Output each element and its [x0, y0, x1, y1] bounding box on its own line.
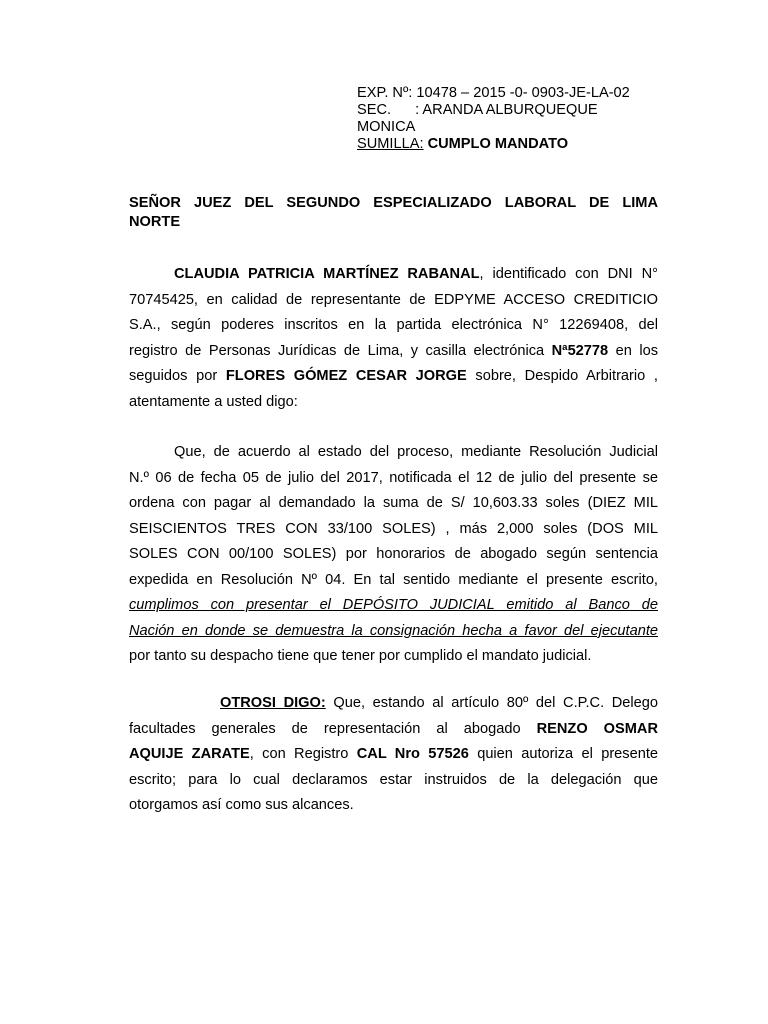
para3-line-4: escrito; para lo cual declaramos estar instruidos de la delegación que	[129, 771, 658, 788]
lawyer-name-last: AQUIJE ZARATE	[129, 746, 250, 762]
para2-line-1: Que, de acuerdo al estado del proceso, mediante Resolución Judicial	[174, 444, 658, 460]
para1-line-3: S.A., según poderes inscritos en la partida electrónica N° 12269408, del	[129, 317, 658, 333]
para3-line-1	[129, 691, 658, 717]
para1-line-4-text: registro de Personas Jurídicas de Lima, y casilla electrónica	[129, 342, 552, 359]
plaintiff-name: FLORES GÓMEZ CESAR JORGE	[225, 368, 467, 384]
para2-line-4: SEISCIENTOS TRES CON 33/100 SOLES) , más 2,000 soles (DOS MIL	[129, 520, 658, 537]
para2-line-6: expedida en Resolución Nº 04. En tal sentido mediante el presente escrito,	[129, 571, 658, 588]
para2-line-9: por tanto su despacho tiene que tener por cumplido el mandato judicial.	[129, 648, 592, 664]
para1-line-1	[129, 262, 658, 288]
paragraph-main	[129, 440, 658, 670]
addressee-line-2: NORTE	[129, 214, 181, 230]
paragraph-otrosi	[129, 691, 658, 819]
para1-line-5-tail: sobre, Despido Arbitrario ,	[466, 368, 658, 384]
para2-line-5: SOLES CON 00/100 SOLES) por honorarios de abogado según sentencia	[129, 546, 658, 562]
sumilla-label: SUMILLA:	[357, 136, 424, 152]
para1-line-1-text: , identificado con DNI N°	[479, 266, 658, 282]
party-name: CLAUDIA PATRICIA MARTÍNEZ RABANAL	[174, 266, 480, 282]
sumilla-value: CUMPLO MANDATO	[423, 136, 569, 152]
otrosi-label: OTROSI DIGO:	[220, 695, 326, 711]
secretary-value-cont: MONICA	[357, 119, 416, 135]
para3-line-3-text: , con Registro	[249, 746, 357, 762]
para1-line-5	[129, 364, 658, 390]
addressee	[129, 194, 658, 232]
lawyer-name-first: RENZO OSMAR	[536, 720, 658, 737]
case-header	[357, 85, 659, 153]
para3-line-3-tail: quien autoriza el presente	[468, 746, 658, 762]
sumilla-row	[357, 136, 659, 153]
para3-line-3	[129, 742, 658, 768]
paragraph-introduction	[129, 262, 658, 415]
para3-line-5: otorgamos así como sus alcances.	[129, 797, 354, 813]
para2-line-2: N.º 06 de fecha 05 de julio del 2017, notificada el 12 de julio del presente se	[129, 469, 658, 486]
case-number: EXP. Nº: 10478 – 2015 -0- 0903-JE-LA-02	[357, 85, 630, 101]
para2-line-8: Nación en donde se demuestra la consignación hecha a favor del ejecutante	[129, 622, 658, 639]
para3-line-1-text: Que, estando al artículo 80º del C.P.C. Delego	[325, 695, 659, 711]
para1-line-5-text: seguidos por	[129, 368, 226, 384]
secretary-label: SEC.	[357, 102, 392, 118]
para3-line-2-text: facultades generales de representación al abogado	[129, 720, 537, 737]
para1-line-4-tail: en los	[608, 342, 659, 359]
para3-line-2	[129, 717, 658, 743]
para1-line-6: atentamente a usted digo:	[129, 393, 298, 410]
para2-line-7: cumplimos con presentar el DEPÓSITO JUDICIAL emitido al Banco de	[129, 597, 658, 613]
para2-line-3: ordena con pagar al demandado la suma de S/ 10,603.33 soles (DIEZ MIL	[129, 495, 658, 511]
para1-line-2: 70745425, en calidad de representante de EDPYME ACCESO CREDITICIO	[129, 291, 658, 308]
para1-line-4	[129, 339, 658, 365]
secretary-row	[357, 102, 659, 119]
electronic-box-number: Nª52778	[551, 342, 609, 359]
addressee-line-1: SEÑOR JUEZ DEL SEGUNDO ESPECIALIZADO LABORAL DE LIMA	[129, 195, 658, 211]
registry-number: CAL Nro 57526	[356, 746, 469, 762]
secretary-value: : ARANDA ALBURQUEQUE	[415, 102, 598, 118]
